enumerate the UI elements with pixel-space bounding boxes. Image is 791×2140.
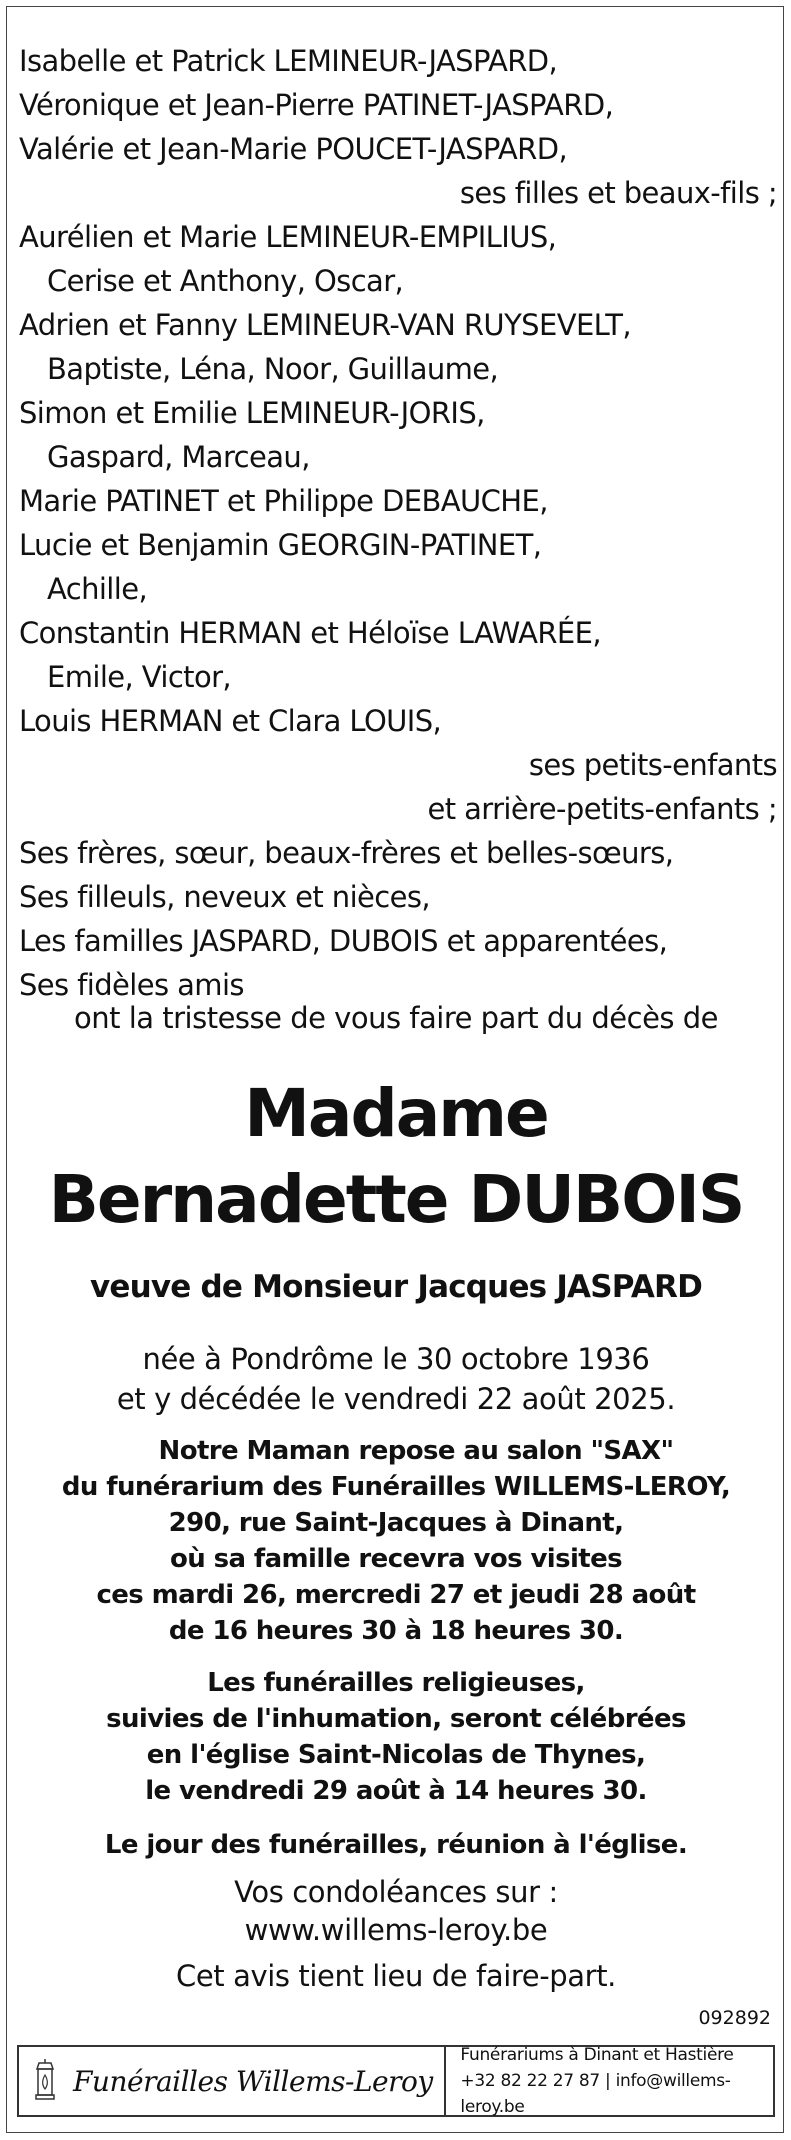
family-children: Gaspard, Marceau, bbox=[47, 440, 310, 474]
condolences-line: Vos condoléances sur : bbox=[234, 1875, 558, 1909]
family-list bbox=[19, 39, 779, 1007]
family-relation: ses petits-enfants bbox=[528, 748, 777, 782]
family-line: Simon et Emilie LEMINEUR-JORIS, bbox=[19, 396, 485, 430]
funeral-line: suivies de l'inhumation, seront célébrées bbox=[106, 1704, 686, 1734]
reference-number: 092892 bbox=[698, 2007, 771, 2029]
family-line: Adrien et Fanny LEMINEUR-VAN RUYSEVELT, bbox=[19, 308, 631, 342]
family-relation: et arrière-petits-enfants ; bbox=[427, 792, 777, 826]
family-children: Cerise et Anthony, Oscar, bbox=[47, 264, 404, 298]
deceased-spouse: veuve de Monsieur Jacques JASPARD bbox=[89, 1269, 703, 1305]
death-line: et y décédée le vendredi 22 août 2025. bbox=[116, 1382, 676, 1416]
visitation-line: de 16 heures 30 à 18 heures 30. bbox=[168, 1616, 624, 1646]
visitation-info bbox=[7, 1433, 785, 1649]
contact-line: +32 82 22 27 87 | info@willems-leroy.be bbox=[460, 2071, 731, 2117]
family-line: Valérie et Jean-Marie POUCET-JASPARD, bbox=[19, 132, 568, 166]
deceased-name: Bernadette DUBOIS bbox=[48, 1161, 744, 1238]
family-relation: ses filles et beaux-fils ; bbox=[459, 176, 777, 210]
family-line: Ses filleuls, neveux et nièces, bbox=[19, 880, 430, 914]
funeral-line: en l'église Saint-Nicolas de Thynes, bbox=[146, 1740, 646, 1770]
condolences-url[interactable]: www.willems-leroy.be bbox=[244, 1913, 548, 1947]
visitation-line: où sa famille recevra vos visites bbox=[169, 1544, 623, 1574]
family-children: Achille, bbox=[47, 572, 148, 606]
reunion-note: Le jour des funérailles, réunion à l'église. bbox=[104, 1830, 688, 1860]
family-line: Isabelle et Patrick LEMINEUR-JASPARD, bbox=[19, 44, 558, 78]
family-line: Louis HERMAN et Clara LOUIS, bbox=[19, 704, 442, 738]
lantern-icon bbox=[33, 2057, 57, 2105]
visitation-line: ces mardi 26, mercredi 27 et jeudi 28 août bbox=[96, 1580, 696, 1610]
family-line: Constantin HERMAN et Héloïse LAWARÉE, bbox=[19, 616, 602, 650]
birth-line: née à Pondrôme le 30 octobre 1936 bbox=[142, 1342, 650, 1376]
obituary-notice bbox=[6, 6, 784, 2133]
family-line: Les familles JASPARD, DUBOIS et apparentées, bbox=[19, 924, 668, 958]
contact-line: Funérariums à Dinant et Hastière bbox=[460, 2045, 734, 2065]
funeral-home-name: Funérailles Willems-Leroy bbox=[73, 2064, 433, 2098]
announcement-intro: ont la tristesse de vous faire part du décès de bbox=[74, 1001, 718, 1035]
family-line: Marie PATINET et Philippe DEBAUCHE, bbox=[19, 484, 548, 518]
funeral-info bbox=[7, 1665, 785, 1809]
family-children: Baptiste, Léna, Noor, Guillaume, bbox=[47, 352, 499, 386]
family-line: Lucie et Benjamin GEORGIN-PATINET, bbox=[19, 528, 542, 562]
notice-line: Cet avis tient lieu de faire-part. bbox=[176, 1959, 616, 1993]
condolences bbox=[7, 1873, 785, 1995]
family-line: Véronique et Jean-Pierre PATINET-JASPARD, bbox=[19, 88, 614, 122]
family-line: Ses frères, sœur, beaux-frères et belles-sœurs, bbox=[19, 836, 674, 870]
funeral-home-footer bbox=[17, 2045, 775, 2117]
visitation-line: 290, rue Saint-Jacques à Dinant, bbox=[168, 1508, 624, 1538]
funeral-line: Les funérailles religieuses, bbox=[207, 1668, 585, 1698]
funeral-line: le vendredi 29 août à 14 heures 30. bbox=[145, 1776, 647, 1806]
family-line: Aurélien et Marie LEMINEUR-EMPILIUS, bbox=[19, 220, 557, 254]
family-children: Emile, Victor, bbox=[47, 660, 232, 694]
family-line: Ses fidèles amis bbox=[19, 968, 244, 1002]
funeral-home-contact bbox=[446, 2042, 773, 2120]
visitation-line: du funérarium des Funérailles WILLEMS-LEROY, bbox=[61, 1472, 731, 1502]
funeral-home-logo bbox=[19, 2047, 446, 2115]
life-dates bbox=[7, 1339, 785, 1419]
visitation-line: Notre Maman repose au salon "SAX" bbox=[158, 1436, 674, 1466]
deceased-title: Madame bbox=[244, 1075, 548, 1152]
